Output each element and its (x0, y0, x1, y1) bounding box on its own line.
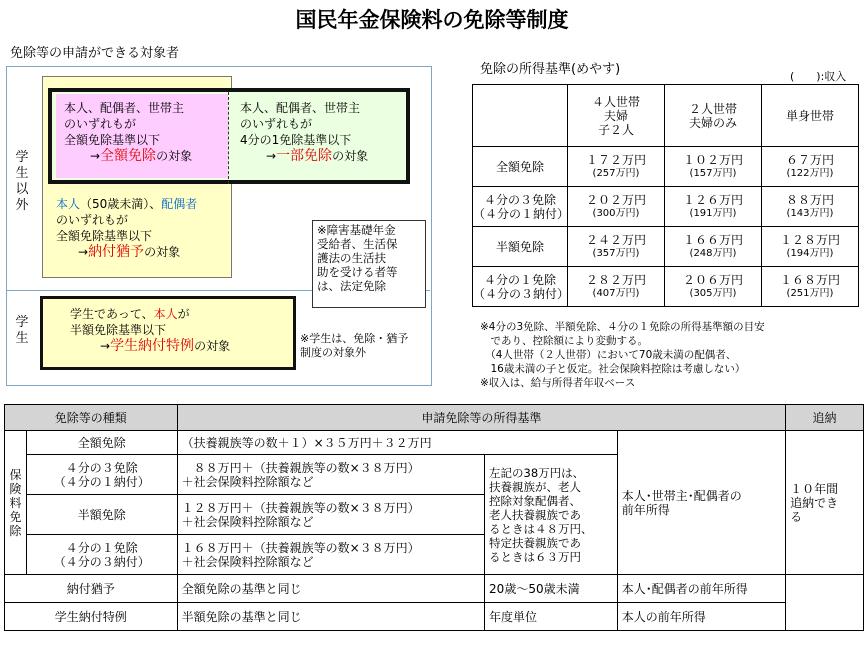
header-type: 免除等の種類 (5, 405, 178, 431)
target-income-cell: 本人･世帯主･配偶者の 前年所得 (617, 431, 785, 575)
row-label: ４分の３免除 （４分の１納付） (473, 187, 568, 227)
age-cell: 年度単位 (485, 603, 618, 631)
row-label: ４分の１免除 （４分の３納付） (473, 267, 568, 307)
header-single: 単身世帯 (762, 85, 859, 147)
income-cell: １７２万円 (257万円) (568, 147, 665, 187)
student-text: 学生であって、本人が 半額免除基準以下 →学生納付特例の対象 (70, 307, 231, 354)
income-cell: １０２万円 (157万円) (665, 147, 762, 187)
type-cell: 全額免除 (27, 431, 178, 455)
header-2person: ２人世帯 夫婦のみ (665, 85, 762, 147)
note-38-cell: 左記の38万円は、 扶養親族が、老人 控除対象配偶者、 老人扶養親族であ るときは４８万円、 特定扶養親族であ るときは６３万円 (485, 455, 618, 575)
income-cell: ２４２万円 (357万円) (568, 227, 665, 267)
income-cell: １６６万円 (248万円) (665, 227, 762, 267)
formula-cell: 半額免除の基準と同じ (177, 603, 484, 631)
formula-cell: １２８万円＋（扶養親族等の数×３８万円） ＋社会保険料控除額など (177, 495, 484, 535)
full-exemption-label: 全額免除 (100, 148, 157, 164)
income-cell: １６８万円 (251万円) (762, 267, 859, 307)
criteria-table (4, 404, 864, 631)
late-payment-cell: １０年間 追納でき る (786, 431, 864, 575)
green-text: 本人、配偶者、世帯主 のいずれもが 4分の1免除基準以下 →一部免除の対象 (240, 101, 369, 164)
corner-cell (473, 85, 568, 147)
income-cell: ８８万円 (143万円) (762, 187, 859, 227)
pink-text: 本人、配偶者、世帯主 のいずれもが 全額免除基準以下 →全額免除の対象 (64, 101, 193, 164)
row-label: 全額免除 (473, 147, 568, 187)
formula-cell: （扶養親族等の数＋１）×３５万円＋３２万円 (177, 431, 617, 455)
income-cell: １２８万円 (194万円) (762, 227, 859, 267)
income-cell: ２０６万円 (305万円) (665, 267, 762, 307)
income-table (472, 84, 859, 307)
label-student: 学生 (15, 315, 29, 346)
formula-cell: ８８万円＋（扶養親族等の数×３８万円） ＋社会保険料控除額など (177, 455, 484, 495)
row-label: 半額免除 (473, 227, 568, 267)
header-criteria: 申請免除等の所得基準 (177, 405, 786, 431)
income-caption: 免除の所得基準(めやす) (480, 62, 621, 77)
statutory-exemption-note: ※障害基礎年金 受給者、生活保 護法の生活扶 助を受ける者等 は、法定免除 (312, 220, 426, 308)
label-non-student: 学生以外 (15, 150, 29, 213)
formula-cell: １６８万円＋（扶養親族等の数×３８万円） ＋社会保険料控除額など (177, 535, 484, 575)
formula-cell: 全額免除の基準と同じ (177, 575, 484, 603)
late-empty-cell (786, 575, 864, 631)
income-cell: １２６万円 (191万円) (665, 187, 762, 227)
group-label: 保険料免除 (5, 431, 27, 575)
type-cell: 納付猶予 (5, 575, 178, 603)
target-cell: 本人･配偶者の前年所得 (617, 575, 785, 603)
income-cell: ２８２万円 (407万円) (568, 267, 665, 307)
type-cell: 学生納付特例 (5, 603, 178, 631)
income-unit: ( ):収入 (790, 70, 847, 83)
header-4person: ４人世帯 夫婦 子２人 (568, 85, 665, 147)
page-title: 国民年金保険料の免除等制度 (295, 8, 569, 32)
income-notes: ※4分の3免除、半額免除、４分の１免除の所得基準額の目安 であり、控除額により変動する。 （4人世帯（２人世帯）において70歳未満の配偶者、 16歳未満の子と仮定。社会保険料控除は考慮しない） ※収入は、給与所得者年収ベース (480, 321, 765, 389)
target-subtitle: 免除等の申請ができる対象者 (10, 46, 180, 61)
yellow-text: 本人（50歳未満）、配偶者 のいずれもが 全額免除基準以下 →納付猶予の対象 (56, 197, 198, 260)
student-note: ※学生は、免除・猶予 制度の対象外 (300, 332, 409, 359)
income-cell: ６７万円 (122万円) (762, 147, 859, 187)
partial-exemption-label: 一部免除 (276, 148, 333, 164)
type-cell: ４分の３免除 （４分の１納付） (27, 455, 178, 495)
header-late-payment: 追納 (786, 405, 864, 431)
deferral-label: 納付猶予 (88, 244, 145, 260)
type-cell: ４分の１免除 （４分の３納付） (27, 535, 178, 575)
target-cell: 本人の前年所得 (617, 603, 785, 631)
dashed-divider (228, 92, 229, 184)
student-special-label: 学生納付特例 (110, 338, 195, 354)
income-cell: ２０２万円 (300万円) (568, 187, 665, 227)
age-cell: 20歳～50歳未満 (485, 575, 618, 603)
type-cell: 半額免除 (27, 495, 178, 535)
